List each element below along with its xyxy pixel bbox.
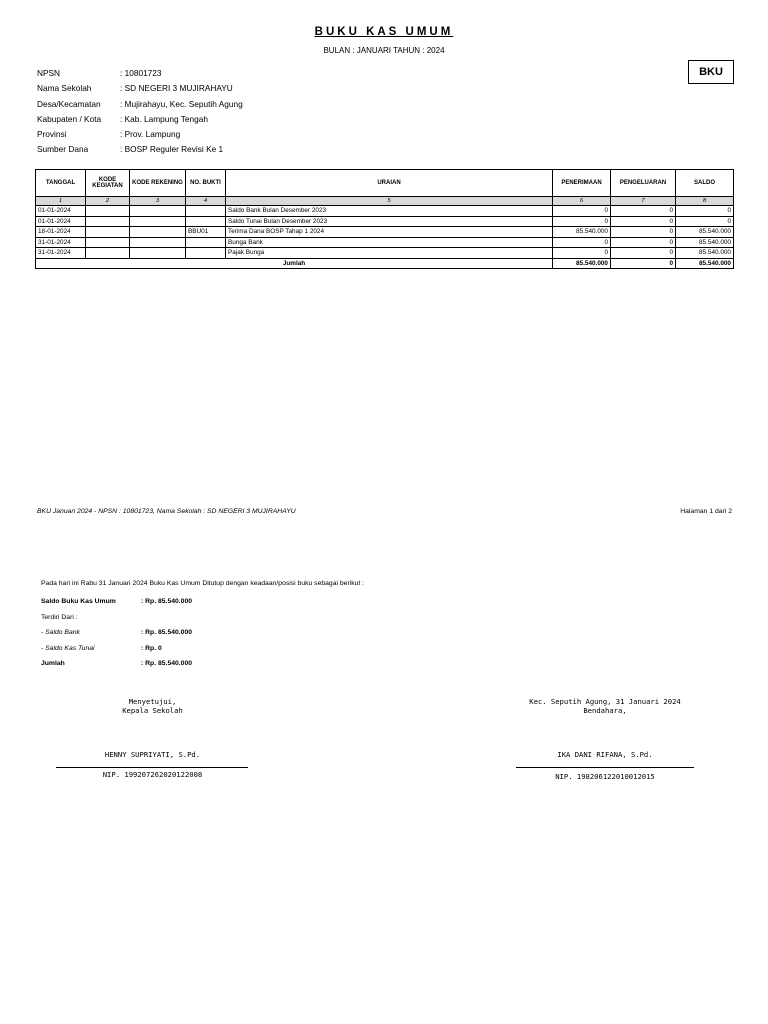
cell-saldo: 85.540.000 [676, 227, 734, 238]
info-label: NPSN [37, 68, 61, 78]
page-number: Halaman 1 dari 2 [680, 508, 732, 515]
info-label: Nama Sekolah [37, 83, 92, 94]
cell-tanggal: 01-01-2024 [36, 216, 86, 227]
column-number: 1 [36, 197, 86, 206]
info-row [37, 114, 243, 129]
cell-pengeluaran: 0 [611, 206, 676, 217]
info-label: Sumber Dana [37, 144, 89, 155]
cell-pengeluaran: 0 [611, 216, 676, 227]
left-signer-nip: NIP. 199207262020122008 [102, 770, 203, 779]
right-signer-nip: NIP. 198206122010012015 [555, 772, 655, 781]
info-label: Kabupaten / Kota [37, 113, 102, 124]
right-signature-title [510, 697, 700, 715]
cell-bukti [186, 237, 226, 248]
cell-tanggal: 01-01-2024 [36, 206, 86, 217]
cell-kegiatan [86, 206, 130, 217]
column-number: 6 [553, 197, 611, 206]
table-header-row [36, 170, 734, 197]
info-row [37, 129, 243, 144]
closing-statement: Pada hari ini Rabu 31 Januari 2024 Buku Kas Umum Ditutup dengan keadaan/posisi buku sebagai berikut : [41, 580, 365, 587]
table-row [36, 248, 734, 259]
cell-penerimaan: 0 [553, 248, 611, 259]
column-header: NO. BUKTI [186, 170, 226, 197]
cell-rekening [130, 237, 186, 248]
column-number: 8 [676, 197, 734, 206]
saldo-tunai-value: : Rp. 0 [141, 644, 162, 652]
column-header: SALDO [676, 170, 734, 197]
column-header: TANGGAL [36, 170, 86, 197]
saldo-bku-value: : Rp. 85.540.000 [141, 598, 193, 605]
total-label: Jumlah [36, 258, 553, 269]
cell-uraian: Terima Dana BOSP Tahap 1 2024 [226, 227, 553, 238]
info-value: : 10801723 [120, 68, 162, 78]
terdiri-label: Terdiri Dari : [41, 613, 78, 621]
ledger-table [35, 169, 734, 269]
document-title: BUKU KAS UMUM [314, 26, 454, 38]
cell-uraian: Saldo Bank Bulan Desember 2023 [226, 206, 553, 217]
table-total-row [36, 258, 734, 269]
column-header: PENGELUARAN [611, 170, 676, 197]
summary-row [41, 645, 192, 661]
cell-kegiatan [86, 216, 130, 227]
right-place-date: Kec. Seputih Agung, 31 Januari 2024 [529, 697, 681, 706]
total-penerimaan: 85.540.000 [553, 258, 611, 269]
right-signer-name: IKA DANI RIFANA, S.Pd. [557, 750, 653, 759]
column-number: 7 [611, 197, 676, 206]
cell-kegiatan [86, 248, 130, 259]
left-signature-title [50, 697, 255, 715]
cell-rekening [130, 227, 186, 238]
bku-badge: BKU [688, 60, 734, 84]
info-row [37, 99, 243, 114]
cell-bukti: BBU01 [186, 227, 226, 238]
column-number: 2 [86, 197, 130, 206]
column-number: 3 [130, 197, 186, 206]
closing-summary [41, 598, 192, 676]
column-header: PENERIMAAN [553, 170, 611, 197]
info-label: Desa/Kecamatan [37, 98, 101, 109]
table-row [36, 216, 734, 227]
info-value: : Mujirahayu, Kec. Seputih Agung [120, 98, 243, 109]
cell-saldo: 85.540.000 [676, 248, 734, 259]
summary-row [41, 598, 192, 614]
cell-tanggal: 18-01-2024 [36, 227, 86, 238]
saldo-bank-label: - Saldo Bank [41, 629, 80, 636]
document-subtitle: BULAN : JANUARI TAHUN : 2024 [323, 46, 445, 55]
left-role: Kepala Sekolah [122, 706, 183, 715]
cell-tanggal: 31-01-2024 [36, 248, 86, 259]
cell-saldo: 0 [676, 216, 734, 227]
cell-bukti [186, 216, 226, 227]
left-signature-line [56, 767, 248, 768]
table-row [36, 227, 734, 238]
saldo-tunai-label: - Saldo Kas Tunai [41, 644, 95, 652]
cell-pengeluaran: 0 [611, 237, 676, 248]
jumlah-label: Jumlah [41, 660, 65, 667]
right-role: Bendahara, [583, 706, 627, 715]
column-header: KODE REKENING [130, 170, 186, 197]
summary-row [41, 614, 192, 630]
cell-kegiatan [86, 237, 130, 248]
page-footer-text: BKU Januari 2024 - NPSN : 10801723, Nama Sekolah : SD NEGERI 3 MUJIRAHAYU [37, 508, 296, 515]
summary-row [41, 629, 192, 645]
info-value: : BOSP Reguler Revisi Ke 1 [120, 144, 224, 155]
info-value: : Prov. Lampung [120, 129, 181, 140]
saldo-bku-label: Saldo Buku Kas Umum [41, 598, 116, 605]
table-row [36, 206, 734, 217]
left-signer-name: HENNY SUPRIYATI, S.Pd. [104, 750, 201, 759]
cell-kegiatan [86, 227, 130, 238]
total-pengeluaran: 0 [611, 258, 676, 269]
table-row [36, 237, 734, 248]
cell-rekening [130, 248, 186, 259]
saldo-bank-value: : Rp. 85.540.000 [141, 629, 193, 636]
cell-saldo: 0 [676, 206, 734, 217]
cell-penerimaan: 0 [553, 237, 611, 248]
cell-tanggal: 31-01-2024 [36, 237, 86, 248]
left-approval-text: Menyetujui, [128, 697, 177, 706]
cell-penerimaan: 0 [553, 206, 611, 217]
cell-saldo: 85.540.000 [676, 237, 734, 248]
info-label: Provinsi [37, 129, 67, 140]
cell-rekening [130, 216, 186, 227]
cell-penerimaan: 85.540.000 [553, 227, 611, 238]
cell-penerimaan: 0 [553, 216, 611, 227]
column-number-row [36, 197, 734, 206]
total-saldo: 85.540.000 [676, 258, 734, 269]
cell-uraian: Saldo Tunai Bulan Desember 2023 [226, 216, 553, 227]
right-signature-line [516, 767, 694, 768]
column-number: 4 [186, 197, 226, 206]
cell-bukti [186, 206, 226, 217]
column-header: KODE KEGIATAN [86, 170, 130, 197]
info-value: : SD NEGERI 3 MUJIRAHAYU [120, 83, 233, 94]
cell-pengeluaran: 0 [611, 248, 676, 259]
info-row [37, 144, 243, 159]
cell-rekening [130, 206, 186, 217]
cell-uraian: Pajak Bunga [226, 248, 553, 259]
info-row [37, 83, 243, 98]
summary-row [41, 660, 192, 676]
column-number: 5 [226, 197, 553, 206]
school-info [37, 68, 243, 160]
cell-pengeluaran: 0 [611, 227, 676, 238]
info-row [37, 68, 243, 83]
cell-bukti [186, 248, 226, 259]
column-header: URAIAN [226, 170, 553, 197]
cell-uraian: Bunga Bank [226, 237, 553, 248]
jumlah-value: : Rp. 85.540.000 [141, 660, 193, 667]
info-value: : Kab. Lampung Tengah [120, 113, 208, 124]
